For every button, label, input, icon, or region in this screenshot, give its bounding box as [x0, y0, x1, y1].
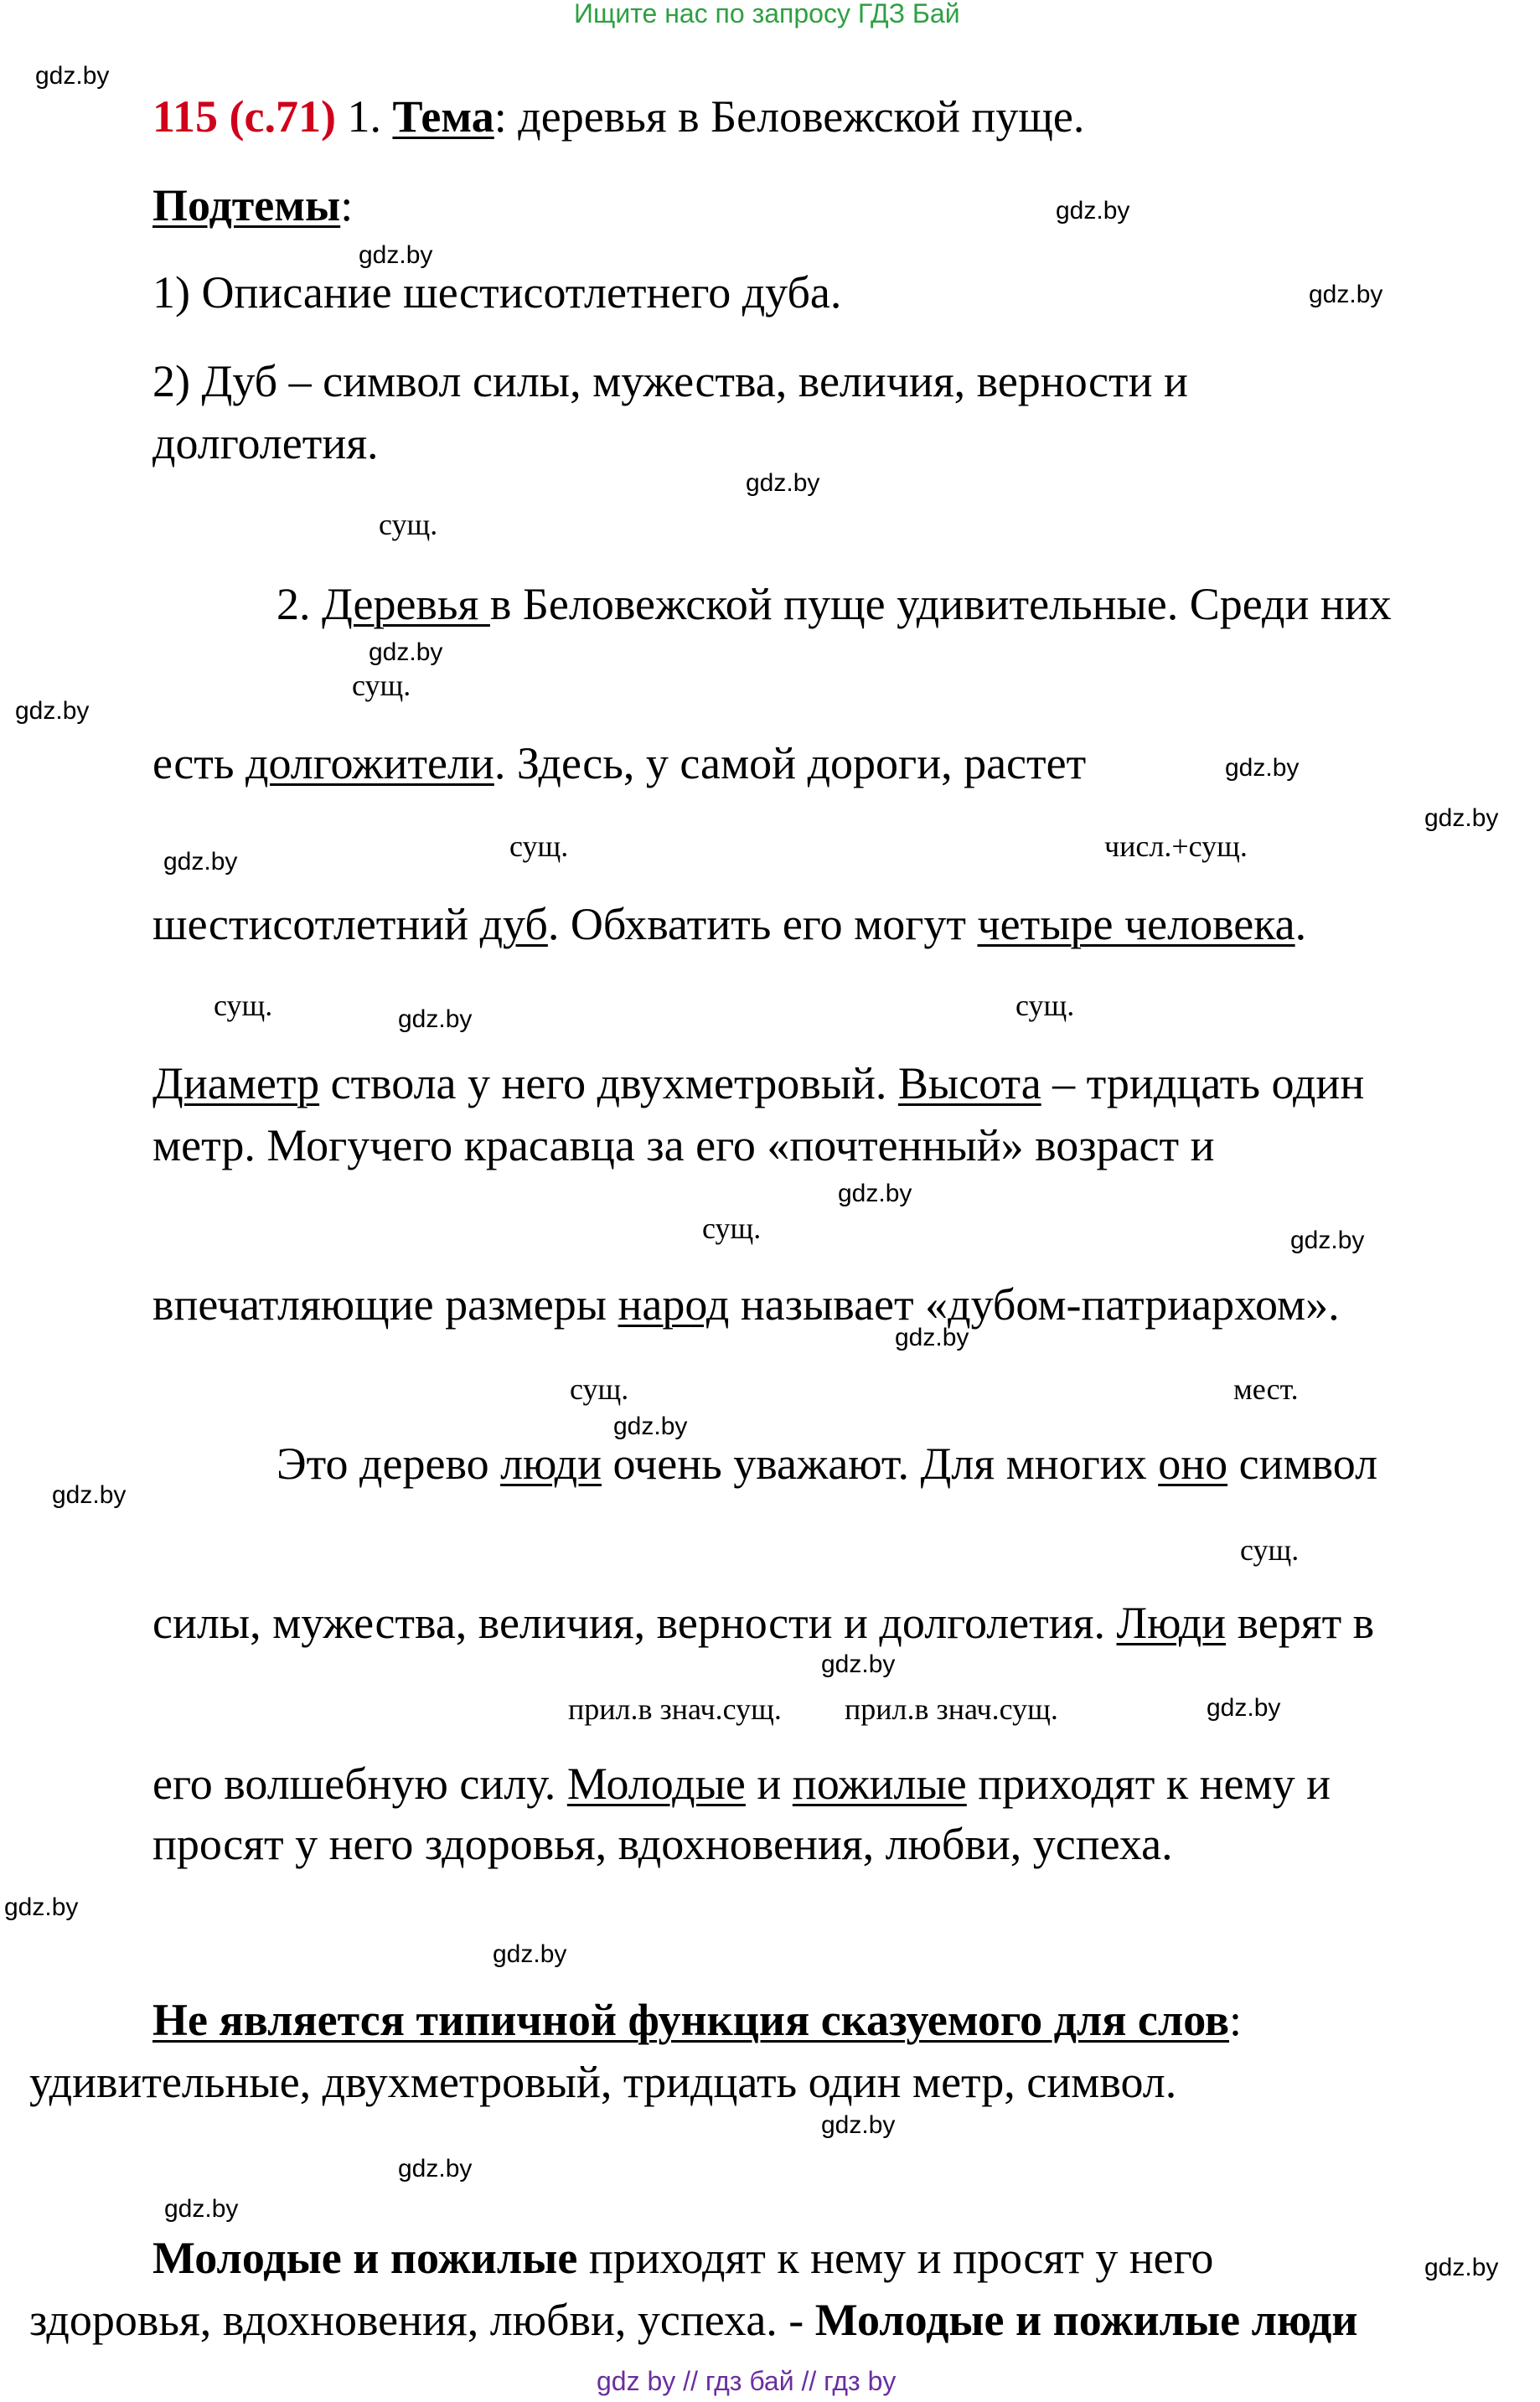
bottom-banner: gdz by // гдз бай // гдз by	[597, 2366, 897, 2396]
text-line-3: шестисотлетний дуб. Обхватить его могут четыре человека.	[152, 899, 1307, 949]
text-line-1: 2. Деревья в Беловежской пуще удивительные. Среди них	[276, 579, 1392, 629]
final-line-2: здоровья, вдохновения, любви, успеха. - Молодые и пожилые люди	[29, 2295, 1358, 2345]
watermark: gdz.by	[1424, 2254, 1499, 2281]
watermark: gdz.by	[821, 1650, 896, 1678]
text-line-9: его волшебную силу. Молодые и пожилые приходят к нему и	[152, 1759, 1331, 1809]
item-number: 1.	[347, 91, 381, 142]
watermark: gdz.by	[1290, 1227, 1365, 1254]
text-line-10: просят у него здоровья, вдохновения, любви, успеха.	[152, 1819, 1173, 1869]
underlined-word: долгожители	[245, 738, 494, 788]
watermark: gdz.by	[1225, 754, 1300, 782]
watermark: gdz.by	[895, 1324, 969, 1351]
final-line-1: Молодые и пожилые приходят к нему и просят у него	[152, 2233, 1214, 2283]
tema-text: : деревья в Беловежской пуще.	[494, 91, 1085, 142]
conclusion-words: удивительные, двухметровый, тридцать один метр, символ.	[29, 2057, 1177, 2107]
text-line-5: метр. Могучего красавца за его «почтенный» возраст и	[152, 1120, 1215, 1170]
underlined-word: народ	[618, 1279, 730, 1330]
subtopics-label: Подтемы	[152, 180, 341, 230]
underlined-word: Высота	[897, 1058, 1041, 1108]
pos-label: мест.	[1233, 1372, 1299, 1406]
underlined-word: пожилые	[792, 1759, 967, 1809]
task-heading	[152, 91, 1085, 142]
watermark: gdz.by	[1424, 804, 1499, 832]
watermark: gdz.by	[1309, 281, 1383, 308]
pos-label: сущ.	[570, 1372, 629, 1406]
underlined-word: Деревья	[322, 579, 490, 629]
subtopic-2-line1: 2) Дуб – символ силы, мужества, величия, верности и	[152, 356, 1188, 406]
watermark: gdz.by	[493, 1940, 567, 1968]
pos-label: сущ.	[352, 669, 411, 702]
text-line-7: Это дерево люди очень уважают. Для многих оно символ	[276, 1439, 1378, 1489]
pos-label: сущ.	[509, 829, 569, 863]
watermark: gdz.by	[398, 1005, 473, 1033]
top-banner: Ищите нас по запросу ГДЗ Бай	[574, 0, 960, 28]
pos-label: сущ.	[1240, 1533, 1300, 1567]
pos-label: прил.в знач.сущ.	[845, 1692, 1058, 1726]
watermark: gdz.by	[163, 848, 238, 876]
text-line-2: есть долгожители. Здесь, у самой дороги, растет	[152, 738, 1087, 788]
watermark: gdz.by	[35, 62, 110, 90]
watermark: gdz.by	[164, 2195, 239, 2223]
watermark: gdz.by	[369, 638, 443, 666]
watermark: gdz.by	[838, 1180, 912, 1207]
text-line-6: впечатляющие размеры народ называет «дубом-патриархом».	[152, 1279, 1340, 1330]
text-line-8: силы, мужества, величия, верности и долголетия. Люди верят в	[152, 1598, 1375, 1648]
subtopics-colon: :	[340, 180, 354, 230]
conclusion-heading: Не является типичной функция сказуемого для слов:	[152, 1995, 1243, 2045]
watermark: gdz.by	[4, 1893, 79, 1921]
underlined-word: Люди	[1116, 1598, 1227, 1648]
watermark: gdz.by	[821, 2111, 896, 2139]
watermark: gdz.by	[1056, 197, 1130, 225]
pos-label: числ.+сущ.	[1104, 829, 1248, 863]
subtopic-1: 1) Описание шестисотлетнего дуба.	[152, 267, 842, 318]
pos-label: сущ.	[214, 989, 273, 1022]
underlined-word: оно	[1158, 1439, 1228, 1489]
watermark: gdz.by	[1207, 1694, 1281, 1722]
subtopic-2-line2: долголетия.	[152, 418, 379, 468]
underlined-word: четыре человека	[977, 899, 1295, 949]
watermark: gdz.by	[613, 1413, 688, 1440]
underlined-word: люди	[500, 1439, 602, 1489]
underlined-word: дуб	[479, 899, 548, 949]
pos-label: прил.в знач.сущ.	[568, 1692, 782, 1726]
watermark: gdz.by	[746, 469, 820, 497]
pos-label: сущ.	[702, 1211, 762, 1245]
watermark: gdz.by	[398, 2155, 473, 2182]
underlined-word: Молодые	[566, 1759, 746, 1809]
watermark: gdz.by	[359, 241, 433, 269]
tema-label: Тема	[392, 91, 494, 142]
text-line-4: Диаметр ствола у него двухметровый. Высота – тридцать один	[152, 1058, 1365, 1108]
underlined-word: Диаметр	[152, 1058, 320, 1108]
subtopics-heading	[152, 180, 354, 230]
watermark: gdz.by	[15, 697, 90, 725]
pos-label: сущ.	[379, 508, 438, 541]
watermark: gdz.by	[52, 1481, 127, 1509]
pos-label: сущ.	[1015, 989, 1075, 1022]
task-number: 115 (с.71)	[152, 91, 336, 142]
